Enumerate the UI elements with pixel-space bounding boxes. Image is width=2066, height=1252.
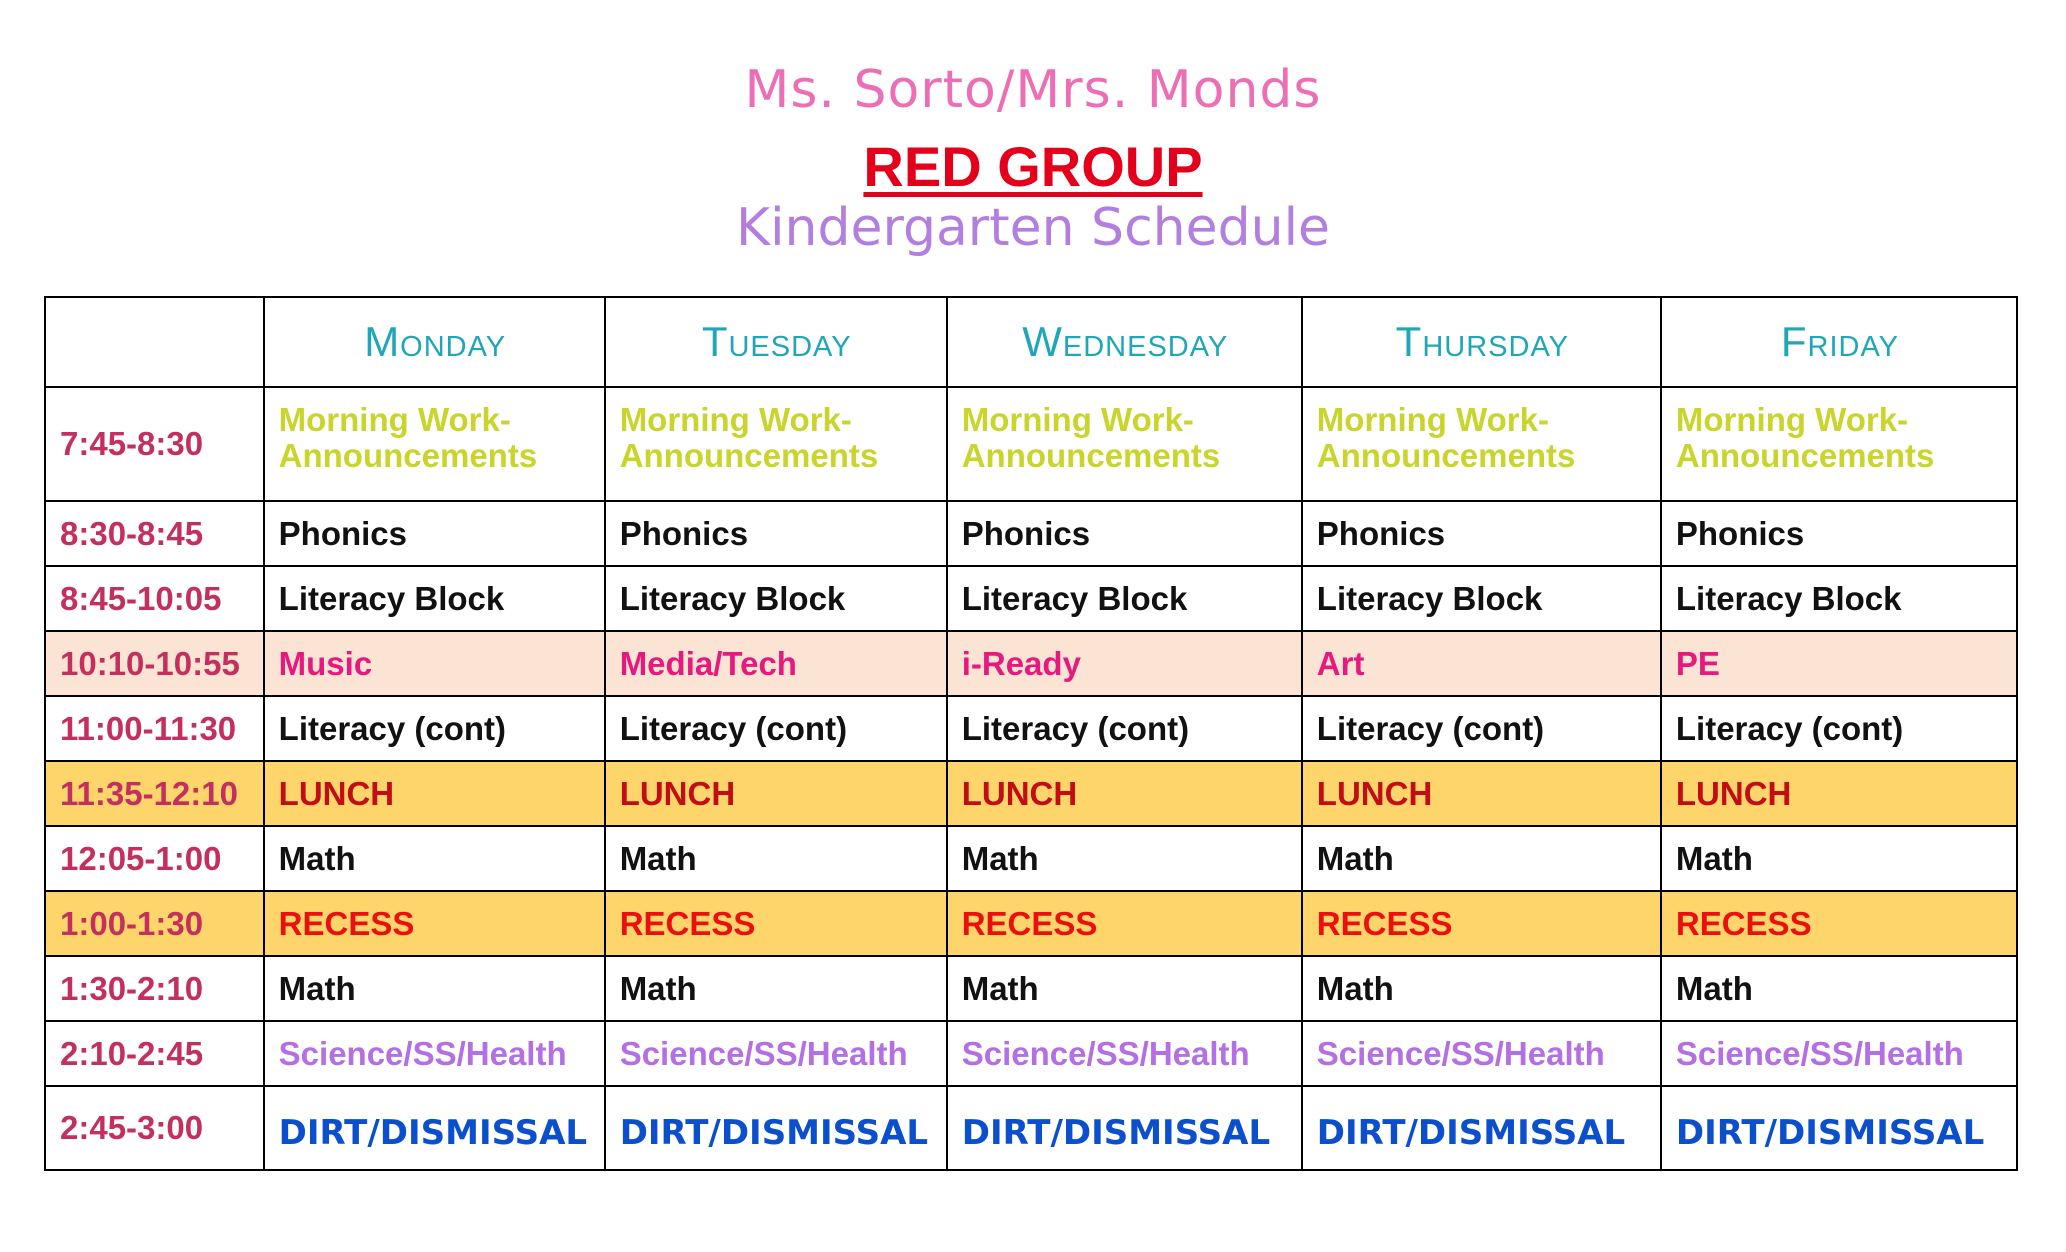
activity-cell: Phonics bbox=[1302, 501, 1661, 566]
activity-cell: Literacy Block bbox=[947, 566, 1302, 631]
schedule-body bbox=[45, 387, 2017, 1170]
time-slot: 2:10-2:45 bbox=[45, 1021, 264, 1086]
corner-cell bbox=[45, 297, 264, 387]
schedule-row bbox=[45, 891, 2017, 956]
activity-cell: LUNCH bbox=[1661, 761, 2017, 826]
activity-cell: Science/SS/Health bbox=[264, 1021, 605, 1086]
activity-cell: Phonics bbox=[1661, 501, 2017, 566]
activity-cell: Literacy Block bbox=[1661, 566, 2017, 631]
day-header-thursday: Thursday bbox=[1302, 297, 1661, 387]
activity-cell: DIRT/DISMISSAL bbox=[605, 1086, 947, 1170]
time-slot: 11:00-11:30 bbox=[45, 696, 264, 761]
activity-cell: RECESS bbox=[1302, 891, 1661, 956]
time-slot: 11:35-12:10 bbox=[45, 761, 264, 826]
teacher-names: Ms. Sorto/Mrs. Monds bbox=[744, 60, 1322, 120]
time-slot: 12:05-1:00 bbox=[45, 826, 264, 891]
activity-cell: DIRT/DISMISSAL bbox=[264, 1086, 605, 1170]
activity-cell: Music bbox=[264, 631, 605, 696]
schedule-subtitle: Kindergarten Schedule bbox=[735, 198, 1331, 258]
activity-cell: RECESS bbox=[264, 891, 605, 956]
schedule-table bbox=[44, 296, 2018, 1171]
time-slot: 8:45-10:05 bbox=[45, 566, 264, 631]
activity-cell: Science/SS/Health bbox=[605, 1021, 947, 1086]
activity-cell: Morning Work- Announcements bbox=[1661, 387, 2017, 501]
activity-cell: Literacy (cont) bbox=[1302, 696, 1661, 761]
activity-cell: Math bbox=[1661, 956, 2017, 1021]
time-slot: 2:45-3:00 bbox=[45, 1086, 264, 1170]
activity-cell: Media/Tech bbox=[605, 631, 947, 696]
activity-cell: Literacy Block bbox=[1302, 566, 1661, 631]
day-header-monday: Monday bbox=[264, 297, 605, 387]
activity-cell: Literacy Block bbox=[264, 566, 605, 631]
activity-cell: LUNCH bbox=[947, 761, 1302, 826]
schedule-row bbox=[45, 826, 2017, 891]
schedule-row bbox=[45, 956, 2017, 1021]
time-slot: 1:00-1:30 bbox=[45, 891, 264, 956]
activity-cell: Math bbox=[947, 826, 1302, 891]
activity-cell: DIRT/DISMISSAL bbox=[947, 1086, 1302, 1170]
activity-cell: RECESS bbox=[1661, 891, 2017, 956]
activity-cell: DIRT/DISMISSAL bbox=[1302, 1086, 1661, 1170]
schedule-row bbox=[45, 696, 2017, 761]
activity-cell: Morning Work- Announcements bbox=[947, 387, 1302, 501]
time-slot: 10:10-10:55 bbox=[45, 631, 264, 696]
activity-cell: DIRT/DISMISSAL bbox=[1661, 1086, 2017, 1170]
time-slot: 8:30-8:45 bbox=[45, 501, 264, 566]
activity-cell: Literacy Block bbox=[605, 566, 947, 631]
activity-cell: LUNCH bbox=[1302, 761, 1661, 826]
schedule-row bbox=[45, 387, 2017, 501]
activity-cell: Phonics bbox=[947, 501, 1302, 566]
activity-cell: Literacy (cont) bbox=[1661, 696, 2017, 761]
schedule-row bbox=[45, 631, 2017, 696]
activity-cell: Math bbox=[1302, 826, 1661, 891]
activity-cell: i-Ready bbox=[947, 631, 1302, 696]
activity-cell: RECESS bbox=[605, 891, 947, 956]
schedule-row bbox=[45, 501, 2017, 566]
time-slot: 7:45-8:30 bbox=[45, 387, 264, 501]
activity-cell: Art bbox=[1302, 631, 1661, 696]
activity-cell: Morning Work- Announcements bbox=[605, 387, 947, 501]
activity-cell: LUNCH bbox=[605, 761, 947, 826]
activity-cell: Math bbox=[264, 956, 605, 1021]
activity-cell: Phonics bbox=[605, 501, 947, 566]
day-header-friday: Friday bbox=[1661, 297, 2017, 387]
time-slot: 1:30-2:10 bbox=[45, 956, 264, 1021]
group-title: RED GROUP bbox=[863, 135, 1203, 198]
activity-cell: Science/SS/Health bbox=[1302, 1021, 1661, 1086]
activity-cell: LUNCH bbox=[264, 761, 605, 826]
schedule-row bbox=[45, 566, 2017, 631]
activity-cell: Science/SS/Health bbox=[1661, 1021, 2017, 1086]
schedule-row bbox=[45, 761, 2017, 826]
activity-cell: RECESS bbox=[947, 891, 1302, 956]
day-header-tuesday: Tuesday bbox=[605, 297, 947, 387]
activity-cell: PE bbox=[1661, 631, 2017, 696]
activity-cell: Literacy (cont) bbox=[947, 696, 1302, 761]
activity-cell: Math bbox=[605, 826, 947, 891]
activity-cell: Math bbox=[1661, 826, 2017, 891]
schedule-row bbox=[45, 1086, 2017, 1170]
schedule-row bbox=[45, 1021, 2017, 1086]
day-header-wednesday: Wednesday bbox=[947, 297, 1302, 387]
activity-cell: Morning Work- Announcements bbox=[264, 387, 605, 501]
activity-cell: Math bbox=[947, 956, 1302, 1021]
day-header-row bbox=[45, 297, 2017, 387]
activity-cell: Phonics bbox=[264, 501, 605, 566]
activity-cell: Science/SS/Health bbox=[947, 1021, 1302, 1086]
activity-cell: Literacy (cont) bbox=[264, 696, 605, 761]
activity-cell: Literacy (cont) bbox=[605, 696, 947, 761]
activity-cell: Math bbox=[605, 956, 947, 1021]
activity-cell: Math bbox=[264, 826, 605, 891]
activity-cell: Math bbox=[1302, 956, 1661, 1021]
activity-cell: Morning Work- Announcements bbox=[1302, 387, 1661, 501]
